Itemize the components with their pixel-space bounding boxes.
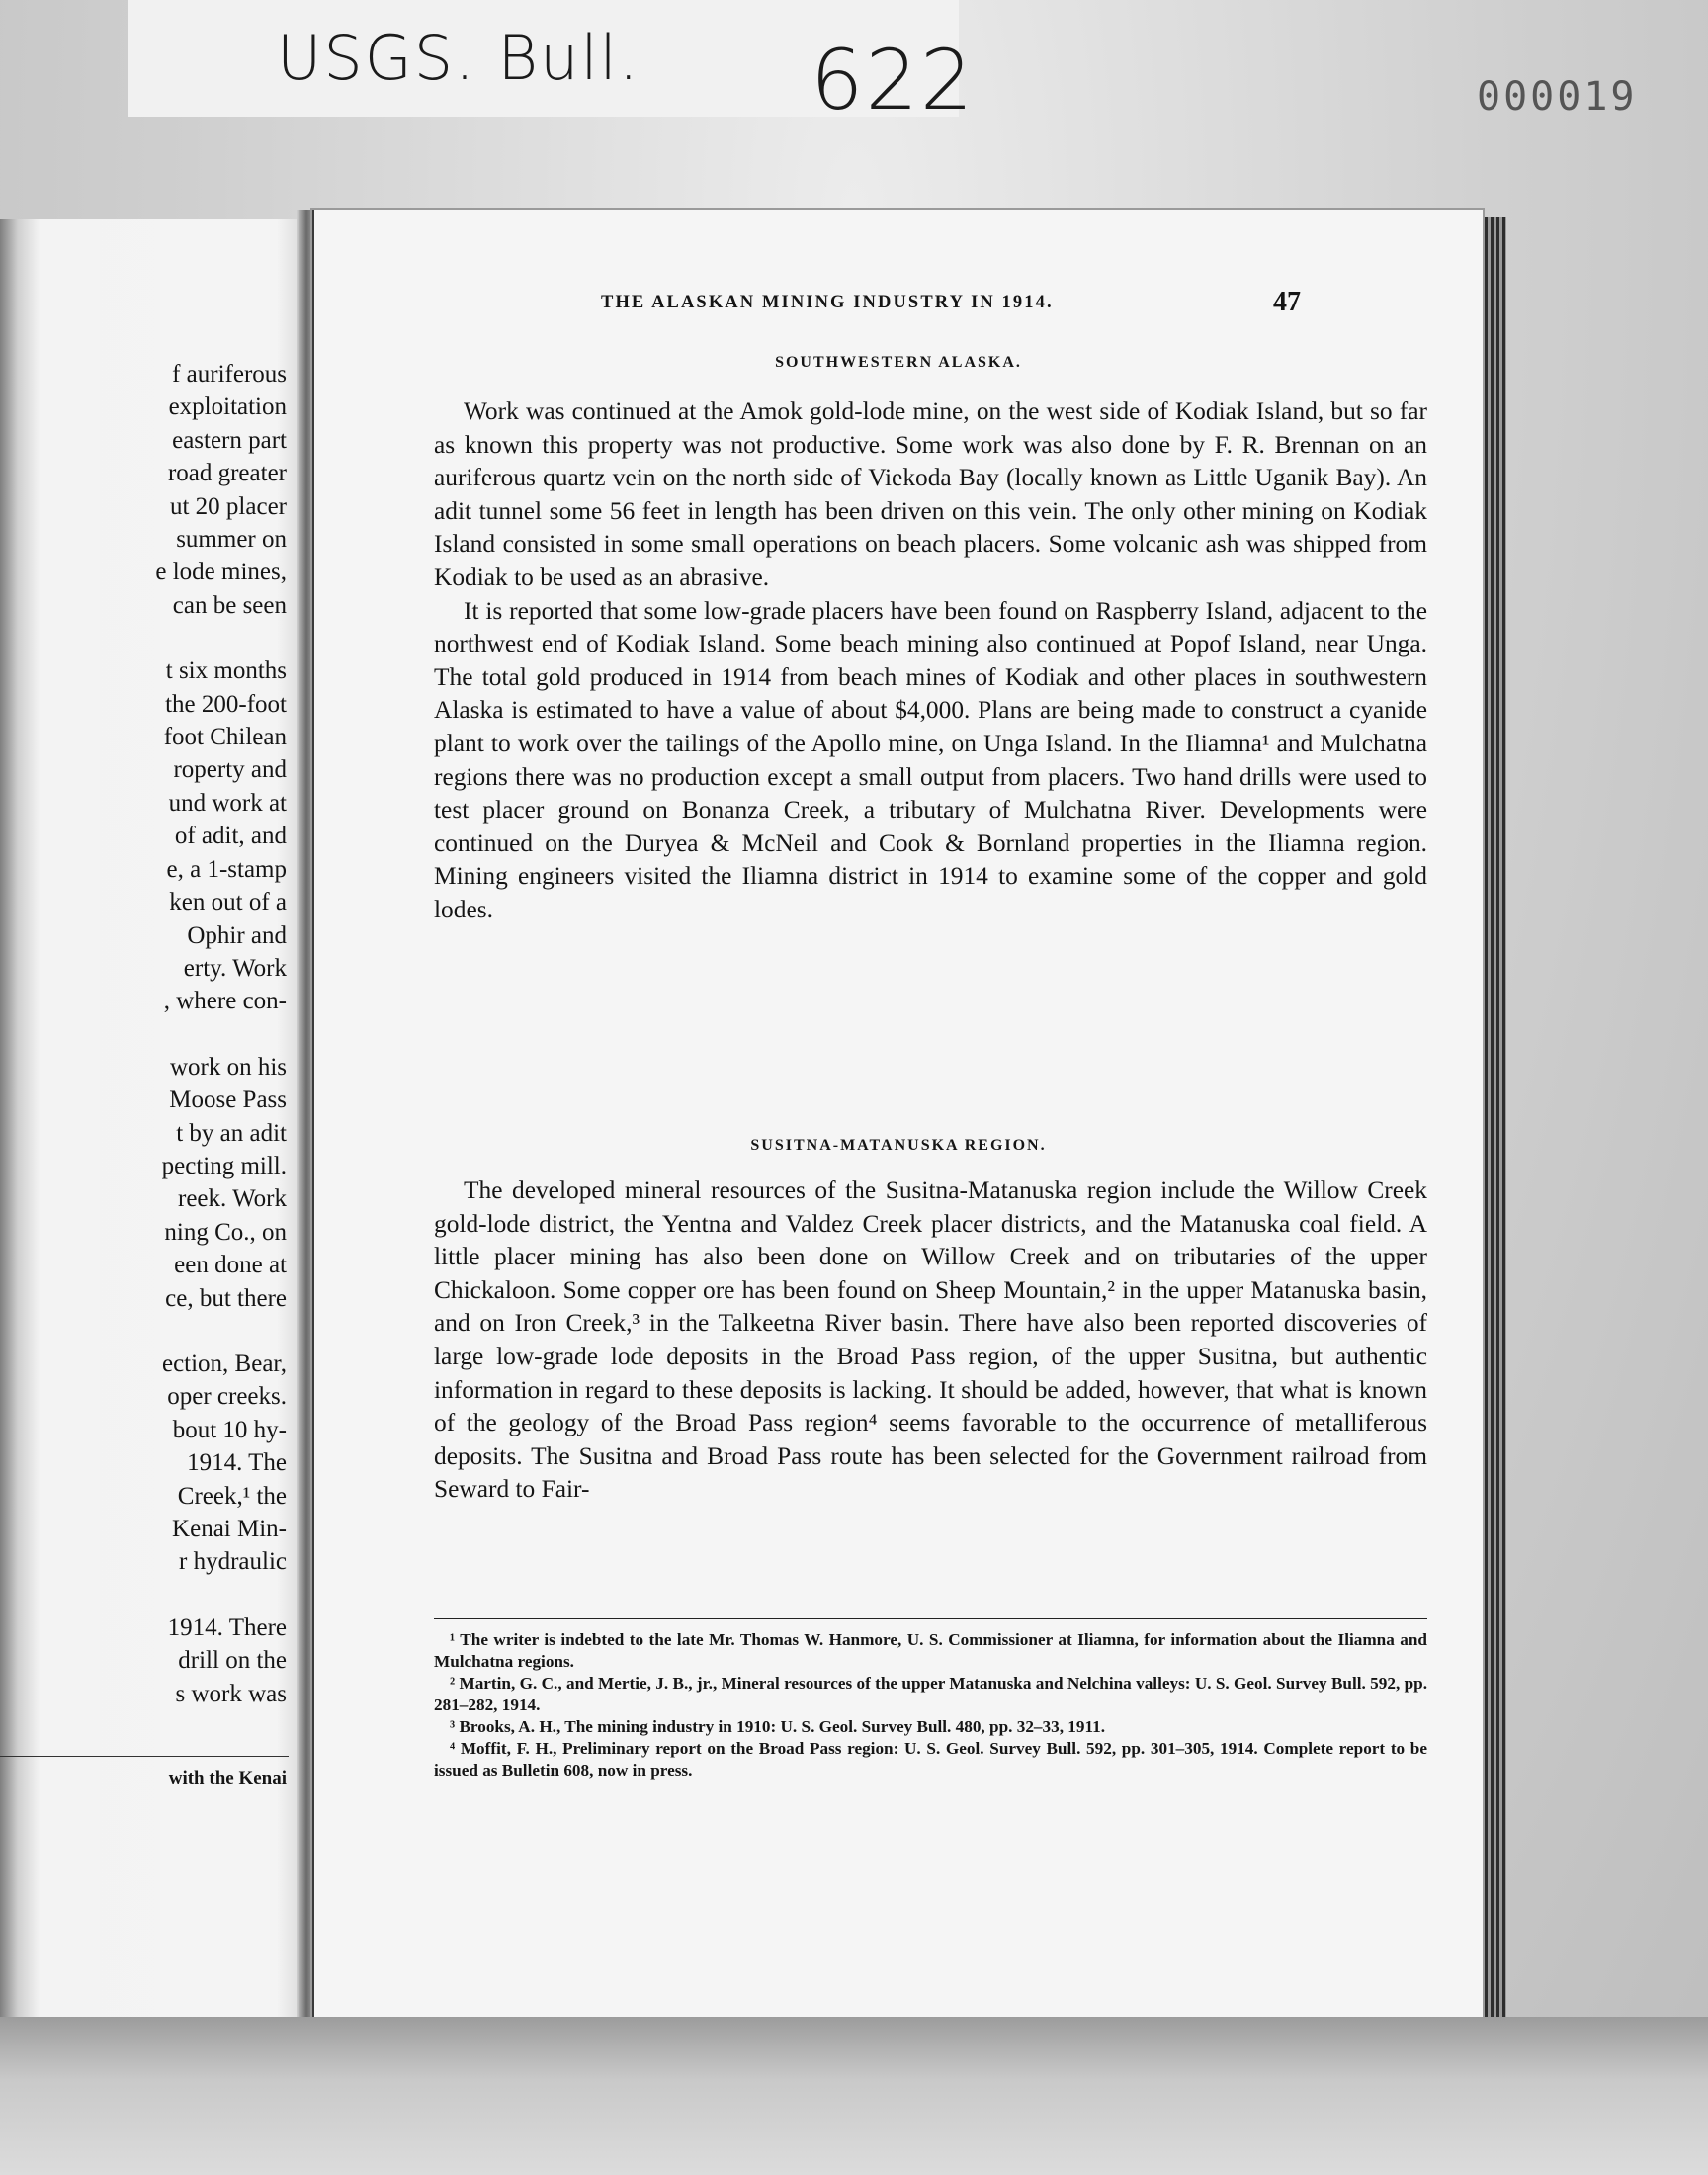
- left-page-line: 1914. There: [167, 1613, 287, 1641]
- left-page-line: s work was: [175, 1680, 287, 1707]
- section-body-southwestern: [434, 395, 1427, 927]
- left-page-line: drill on the: [178, 1647, 287, 1675]
- left-page-line: 1914. The: [187, 1449, 287, 1477]
- left-page-line: ning Co., on: [164, 1218, 287, 1246]
- page-stamp: 000019: [1477, 74, 1638, 120]
- left-page-line: e, a 1-stamp: [166, 855, 287, 883]
- left-page-line: [155, 1315, 287, 1348]
- left-page-line: summer on: [176, 526, 287, 554]
- left-page-line: ken out of a: [169, 889, 287, 916]
- left-page-text: [155, 358, 287, 1710]
- left-page-line: [155, 1579, 287, 1611]
- left-page-line: Kenai Min-: [172, 1516, 287, 1542]
- left-page-line: roperty and: [173, 756, 287, 784]
- left-page-line: ection, Bear,: [161, 1349, 287, 1377]
- left-page-line: foot Chilean: [163, 724, 287, 751]
- left-footnote-rule: [0, 1756, 289, 1757]
- left-page-line: pecting mill.: [161, 1152, 287, 1179]
- left-page-line: oper creeks.: [167, 1383, 287, 1411]
- left-page-line: e lode mines,: [155, 559, 287, 586]
- section-heading-susitna: SUSITNA-MATANUSKA REGION.: [750, 1137, 1047, 1154]
- left-page-line: t six months: [165, 657, 287, 685]
- footnote: ⁴ Moffit, F. H., Preliminary report on the Broad Pass region: U. S. Geol. Survey Bull. 592, pp. 301–305, 1914. Complete report to be issued as Bulletin 608, now in press.: [434, 1739, 1427, 1780]
- left-page-line: road greater: [167, 460, 287, 487]
- footnote-rule: [434, 1618, 1427, 1619]
- left-facing-page: [0, 219, 308, 2019]
- left-page-line: f auriferous: [172, 361, 287, 388]
- footnote: ³ Brooks, A. H., The mining industry in 1910: U. S. Geol. Survey Bull. 480, pp. 32–33, 1911.: [450, 1717, 1106, 1736]
- footnote: ² Martin, G. C., and Mertie, J. B., jr., Mineral resources of the upper Matanuska and Nelchina valleys: U. S. Geol. Survey Bull. 592, pp. 281–282, 1914.: [434, 1674, 1427, 1714]
- paragraph: Work was continued at the Amok gold-lode mine, on the west side of Kodiak Island, but so far as known this property was not productive. Some work was also done by F. R. Brennan on an auriferous quartz vein on the north side of Viekoda Bay (locally known as Little Uganik Bay). An adit tunnel some 56 feet in length has been driven on this vein. The only other mining on Kodiak Island consisted in some small operations on beach placers. Some volcanic ash was shipped from Kodiak to be used as an abrasive.: [434, 397, 1427, 591]
- left-page-line: ce, but there: [165, 1284, 287, 1312]
- paper-label: [128, 0, 976, 129]
- left-page-line: [155, 1018, 287, 1051]
- left-page-line: bout 10 hy-: [172, 1416, 287, 1443]
- left-page-line: een done at: [174, 1252, 287, 1279]
- left-page-line: exploitation: [168, 393, 287, 421]
- handwritten-number: 622: [811, 32, 976, 129]
- paragraph: It is reported that some low-grade placers have been found on Raspberry Island, adjacent to the northwest end of Kodiak Island. Some beach mining also continued at Popof Island, near Unga. The total gold produced in 1914 from beach mines of Kodiak and other places in southwestern Alaska is estimated to have a value of about $4,000. Plans are being made to construct a cyanide plant to work over the tailings of the Apollo mine, on Unga Island. In the Iliamna¹ and Mulchatna regions there was no production except a small output from placers. Two hand drills were used to test placer ground on Bonanza Creek, a tributary of Mulchatna River. Developments were continued on the Duryea & McNeil and Cook & Bornland properties in the Iliamna region. Mining engineers visited the Iliamna district in 1914 to examine some of the copper and gold lodes.: [434, 596, 1427, 923]
- left-page-line: , where con-: [163, 988, 287, 1015]
- left-page-line: Ophir and: [187, 921, 287, 949]
- footnote: ¹ The writer is indebted to the late Mr. Thomas W. Hanmore, U. S. Commissioner at Iliamna, for information about the Iliamna and Mulchatna regions.: [434, 1630, 1427, 1671]
- left-page-line: erty. Work: [183, 954, 287, 982]
- main-page: [312, 210, 1483, 2021]
- left-page-line: eastern part: [172, 426, 287, 454]
- left-page-line: und work at: [168, 789, 287, 817]
- left-page-line: ut 20 placer: [169, 492, 287, 520]
- section-body-susitna: [434, 1174, 1427, 1507]
- left-footnote-fragment: with the Kenai: [168, 1768, 287, 1788]
- left-page-line: [155, 622, 287, 654]
- footnotes: [434, 1629, 1427, 1782]
- handwritten-series: USGS. Bull.: [277, 22, 640, 94]
- left-page-line: of adit, and: [174, 823, 287, 850]
- handwritten-label: [277, 22, 976, 129]
- running-head-title: THE ALASKAN MINING INDUSTRY IN 1914.: [601, 293, 1054, 312]
- left-page-line: reek. Work: [178, 1185, 287, 1213]
- left-page-line: can be seen: [172, 591, 287, 619]
- page-number: 47: [1273, 287, 1301, 317]
- paragraph: The developed mineral resources of the Susitna-Matanuska region include the Willow Creek gold-lode district, the Yentna and Valdez Creek placer districts, and the Matanuska coal field. A little placer mining has also been done on Willow Creek and on tributaries of the upper Chickaloon. Some copper ore has been found on Sheep Mountain,² in the upper Matanuska basin, and on Iron Creek,³ in the Talkeetna River basin. There have also been reported discoveries of large low-grade lode deposits in the Broad Pass region, of the upper Susitna, but authentic information in regard to these deposits is lacking. It should be added, however, that what is known of the geology of the Broad Pass region⁴ seems favorable to the occurrence of metalliferous deposits. The Susitna and Broad Pass route has been selected for the Government railroad from Seward to Fair-: [434, 1176, 1427, 1504]
- left-page-line: t by an adit: [176, 1119, 287, 1147]
- left-page-line: work on his: [169, 1053, 287, 1081]
- section-heading-southwestern: SOUTHWESTERN ALASKA.: [775, 354, 1022, 371]
- left-page-line: r hydraulic: [179, 1548, 287, 1576]
- left-page-line: Creek,¹ the: [177, 1482, 287, 1510]
- left-page-line: the 200-foot: [165, 690, 287, 718]
- scan-bottom-shadow: [0, 2017, 1708, 2175]
- left-page-line: Moose Pass: [169, 1087, 287, 1114]
